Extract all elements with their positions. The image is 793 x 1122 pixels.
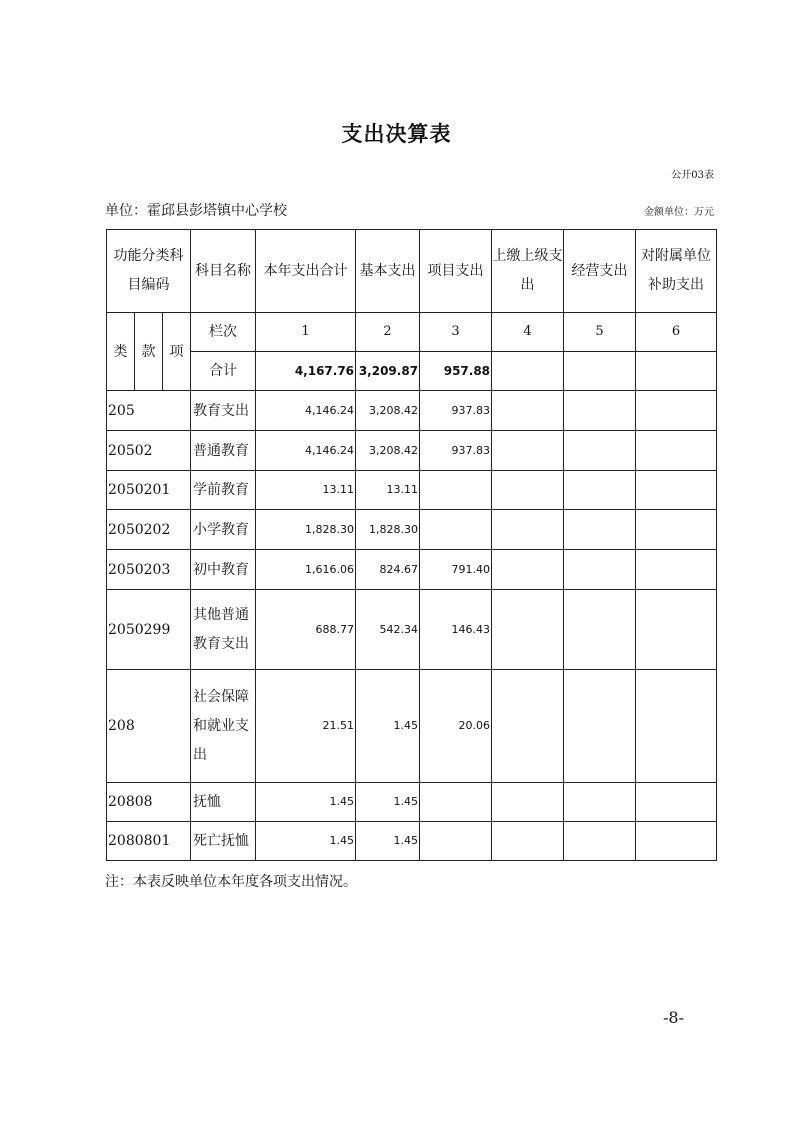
- total-upper: [492, 352, 564, 391]
- header-subsidiary: 对附属单位补助支出: [636, 230, 717, 313]
- row-code: 2050202: [107, 510, 191, 550]
- row-subsidiary: [636, 590, 717, 670]
- row-business: [564, 670, 636, 783]
- row-basic: 3,208.42: [356, 431, 420, 471]
- row-basic: 1.45: [356, 783, 420, 822]
- row-upper: [492, 822, 564, 861]
- column-number: 2: [356, 313, 420, 352]
- row-total: 688.77: [256, 590, 356, 670]
- header-subject-name: 科目名称: [191, 230, 256, 313]
- row-code: 2050203: [107, 550, 191, 590]
- column-number: 1: [256, 313, 356, 352]
- row-basic: 3,208.42: [356, 391, 420, 431]
- row-basic: 542.34: [356, 590, 420, 670]
- row-name: 抚恤: [191, 783, 256, 822]
- header-xiang: 项: [163, 313, 191, 391]
- row-subsidiary: [636, 550, 717, 590]
- row-upper: [492, 431, 564, 471]
- row-name: 死亡抚恤: [191, 822, 256, 861]
- row-subsidiary: [636, 822, 717, 861]
- row-subsidiary: [636, 510, 717, 550]
- row-code: 20808: [107, 783, 191, 822]
- row-business: [564, 431, 636, 471]
- row-project: 791.40: [420, 550, 492, 590]
- table-row: [107, 431, 717, 471]
- row-project: 937.83: [420, 431, 492, 471]
- header-kuan: 款: [135, 313, 163, 391]
- row-basic: 13.11: [356, 471, 420, 510]
- row-name: 普通教育: [191, 431, 256, 471]
- row-code: 205: [107, 391, 191, 431]
- row-project: [420, 822, 492, 861]
- row-code: 208: [107, 670, 191, 783]
- row-name: 社会保障和就业支出: [191, 670, 256, 783]
- column-number: 5: [564, 313, 636, 352]
- row-name: 学前教育: [191, 471, 256, 510]
- row-name: 初中教育: [191, 550, 256, 590]
- row-business: [564, 783, 636, 822]
- row-project: [420, 471, 492, 510]
- row-project: 937.83: [420, 391, 492, 431]
- row-total: 1.45: [256, 822, 356, 861]
- row-business: [564, 471, 636, 510]
- column-number-row: [107, 313, 717, 352]
- page-title: 支出决算表: [341, 122, 452, 146]
- header-lanci: 栏次: [191, 313, 256, 352]
- table-row: [107, 590, 717, 670]
- currency-unit-label: 金额单位：万元: [644, 207, 714, 218]
- row-upper: [492, 391, 564, 431]
- row-subsidiary: [636, 783, 717, 822]
- table-row: [107, 471, 717, 510]
- table-row: [107, 550, 717, 590]
- row-upper: [492, 550, 564, 590]
- row-total: 13.11: [256, 471, 356, 510]
- total-row: [107, 352, 717, 391]
- row-subsidiary: [636, 670, 717, 783]
- row-total: 1,828.30: [256, 510, 356, 550]
- page-number: -8-: [663, 1008, 684, 1027]
- total-business: [564, 352, 636, 391]
- row-business: [564, 510, 636, 550]
- header-lei: 类: [107, 313, 135, 391]
- table-row: [107, 510, 717, 550]
- form-number: 公开03表: [671, 170, 714, 181]
- row-project: [420, 783, 492, 822]
- table-note: 注：本表反映单位本年度各项支出情况。: [105, 874, 357, 890]
- row-code: 2050299: [107, 590, 191, 670]
- row-code: 2050201: [107, 471, 191, 510]
- row-subsidiary: [636, 431, 717, 471]
- row-upper: [492, 471, 564, 510]
- row-total: 1,616.06: [256, 550, 356, 590]
- row-total: 4,146.24: [256, 431, 356, 471]
- row-business: [564, 822, 636, 861]
- total-amount: 4,167.76: [256, 352, 356, 391]
- row-subsidiary: [636, 471, 717, 510]
- total-subsidiary: [636, 352, 717, 391]
- row-upper: [492, 783, 564, 822]
- header-row: [107, 230, 717, 313]
- header-code-group: 功能分类科目编码: [107, 230, 191, 313]
- row-code: 2080801: [107, 822, 191, 861]
- header-upper: 上缴上级支出: [492, 230, 564, 313]
- row-basic: 824.67: [356, 550, 420, 590]
- row-project: [420, 510, 492, 550]
- table-row: [107, 822, 717, 861]
- header-total: 本年支出合计: [256, 230, 356, 313]
- row-business: [564, 590, 636, 670]
- row-project: 20.06: [420, 670, 492, 783]
- expenditure-table: [106, 229, 717, 861]
- row-name: 教育支出: [191, 391, 256, 431]
- row-basic: 1.45: [356, 670, 420, 783]
- row-total: 1.45: [256, 783, 356, 822]
- row-basic: 1,828.30: [356, 510, 420, 550]
- column-number: 3: [420, 313, 492, 352]
- table-row: [107, 391, 717, 431]
- unit-label: 单位：霍邱县彭塔镇中心学校: [105, 203, 287, 219]
- row-upper: [492, 510, 564, 550]
- column-number: 4: [492, 313, 564, 352]
- table-row: [107, 670, 717, 783]
- row-subsidiary: [636, 391, 717, 431]
- row-upper: [492, 590, 564, 670]
- row-total: 21.51: [256, 670, 356, 783]
- header-basic: 基本支出: [356, 230, 420, 313]
- header-project: 项目支出: [420, 230, 492, 313]
- row-project: 146.43: [420, 590, 492, 670]
- table-row: [107, 783, 717, 822]
- total-basic: 3,209.87: [356, 352, 420, 391]
- row-total: 4,146.24: [256, 391, 356, 431]
- row-basic: 1.45: [356, 822, 420, 861]
- column-number: 6: [636, 313, 717, 352]
- row-business: [564, 550, 636, 590]
- row-code: 20502: [107, 431, 191, 471]
- total-project: 957.88: [420, 352, 492, 391]
- header-business: 经营支出: [564, 230, 636, 313]
- total-label: 合计: [191, 352, 256, 391]
- row-upper: [492, 670, 564, 783]
- row-business: [564, 391, 636, 431]
- row-name: 小学教育: [191, 510, 256, 550]
- row-name: 其他普通教育支出: [191, 590, 256, 670]
